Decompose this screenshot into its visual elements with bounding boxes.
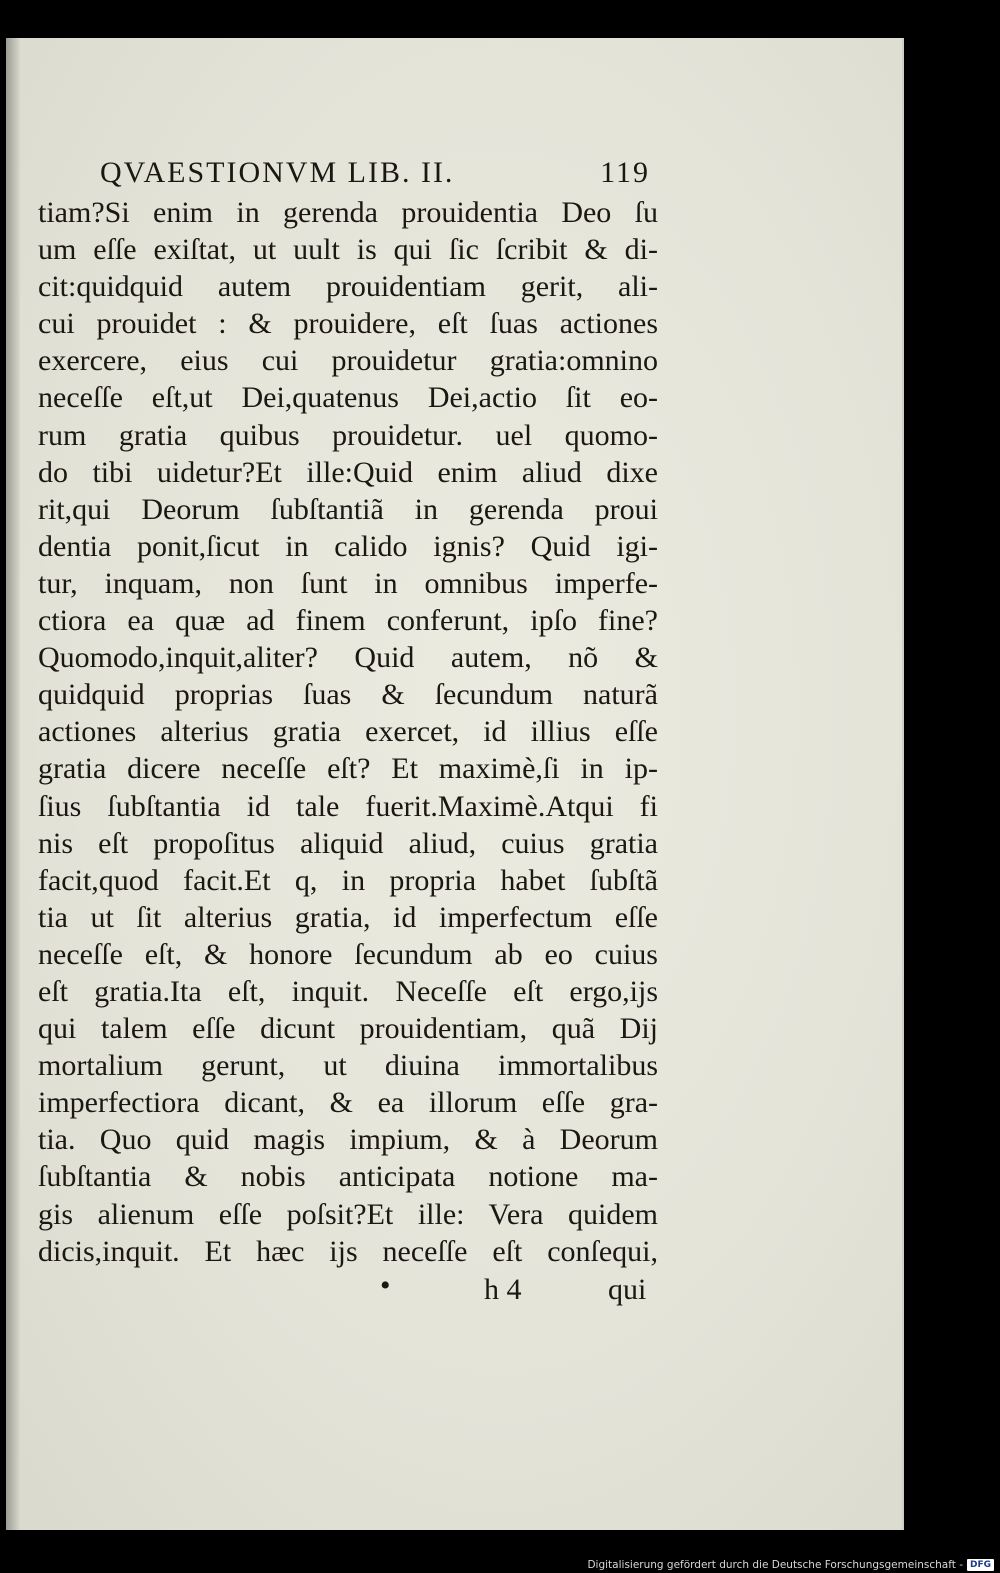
text-line: qui talem eſſe dicunt prouidentiam, quã Dij [38, 1012, 658, 1046]
text-line: mortalium gerunt, ut diuina immortalibus [38, 1049, 658, 1083]
text-line: tiam?Si enim in gerenda prouidentia Deo ſu [38, 196, 658, 229]
text-line: um eſſe exiſtat, ut uult is qui ſic ſcribit & di- [38, 233, 658, 267]
text-line: gis alienum eſſe poſsit?Et ille: Vera quidem [38, 1197, 658, 1231]
book-page [6, 38, 904, 1530]
text-block [38, 152, 658, 1310]
text-line: exercere, eius cui prouidetur gratia:omnino [38, 344, 658, 378]
text-line: rum gratia quibus prouidetur. uel quomo- [38, 418, 658, 452]
digitization-credit [587, 1559, 994, 1571]
text-line: tur, inquam, non ſunt in omnibus imperfe- [38, 566, 658, 600]
text-line: rit,qui Deorum ſubſtantiã in gerenda proui [38, 492, 658, 526]
text-line: nis eſt propoſitus aliquid aliud, cuius gratia [38, 826, 658, 860]
text-line: tia ut ſit alterius gratia, id imperfectum eſſe [38, 900, 658, 934]
running-header [38, 152, 658, 194]
text-line: dicis,inquit. Et hæc ijs neceſſe eſt conſequi, [38, 1234, 658, 1268]
text-line: ſius ſubſtantia id tale fuerit.Maximè.Atqui fi [38, 789, 658, 823]
text-line: gratia dicere neceſſe eſt? Et maximè,ſi in ip- [38, 752, 658, 786]
text-line: ſubſtantia & nobis anticipata notione ma- [38, 1160, 658, 1194]
running-head-title: QVAESTIONVM LIB. II. [100, 156, 455, 189]
text-line: imperfectiora dicant, & ea illorum eſſe gra- [38, 1086, 658, 1120]
text-line: eſt gratia.Ita eſt, inquit. Neceſſe eſt ergo,ijs [38, 974, 658, 1008]
text-line: cui prouidet : & prouidere, eſt ſuas actiones [38, 307, 658, 341]
credit-text: Digitalisierung gefördert durch die Deutsche Forschungsgemeinschaft - [587, 1559, 963, 1571]
text-line: facit,quod facit.Et q, in propria habet ſubſtã [38, 863, 658, 897]
spine-shadow [6, 38, 20, 1530]
text-line: neceſſe eſt,ut Dei,quatenus Dei,actio ſit eo- [38, 381, 658, 415]
text-line: actiones alterius gratia exercet, id illius eſſe [38, 715, 658, 749]
text-line: quidquid proprias ſuas & ſecundum naturã [38, 678, 658, 712]
text-line: cit:quidquid autem prouidentiam gerit, ali- [38, 270, 658, 304]
dfg-logo: DFG [967, 1559, 994, 1571]
text-line: Quomodo,inquit,aliter? Quid autem, nõ & [38, 641, 658, 675]
text-line: ctiora ea quæ ad finem conferunt, ipſo fine? [38, 604, 658, 638]
catchword: qui [608, 1272, 647, 1306]
page-number: 119 [600, 156, 650, 189]
page-footer [38, 1270, 658, 1310]
body-text [38, 194, 658, 1270]
text-line: do tibi uidetur?Et ille:Quid enim aliud dixe [38, 455, 658, 489]
signature-mark: h 4 [484, 1272, 522, 1306]
text-line: dentia ponit,ſicut in calido ignis? Quid igi- [38, 529, 658, 563]
text-line: tia. Quo quid magis impium, & à Deorum [38, 1123, 658, 1157]
text-line: neceſſe eſt, & honore ſecundum ab eo cuius [38, 937, 658, 971]
footer-dot: • [380, 1268, 391, 1302]
